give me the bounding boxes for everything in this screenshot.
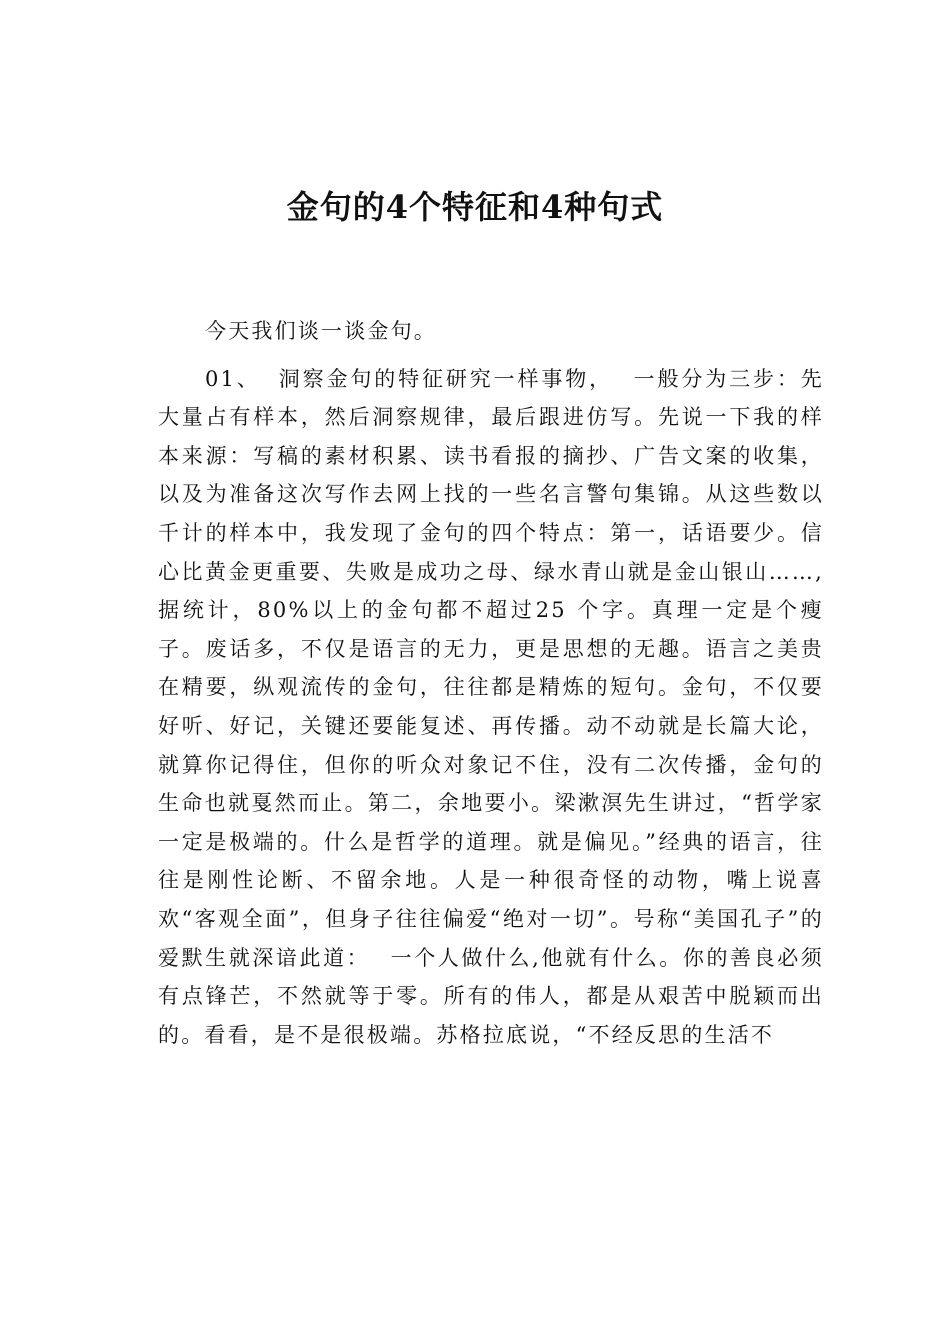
- document-title: 金句的4个特征和4种句式: [286, 188, 664, 226]
- paragraph-text-part1: 一般分为三步：先大量占有样本，然后洞察规律，最后跟进仿写。先说一下我的样本来源：写稿的素材积累、读书看报的摘抄、广告文案的收集，以及为准备这次写作去网上找的一些名言警句集锦。从这些数以千计的样本中，我发现了金句的四个特点：第一，话语要少。信心比黄金更重要、失败是成功之母、绿水青山就是金山银山……,据统计，80%以上的金句都不超过25 个字。真理一定是个瘦子。废话多，不仅是语言的无力，更是思想的无趣。语言之美贵在精要，纵观流传的金句，往往都是精炼的短句。金句，不仅要好听、好记，关键还要能复述、再传播。动不动就是长篇大论，就算你记得住，但你的听众对象记不住，没有二次传播，金句的生命也就戛然而止。第二，余地要小。梁漱溟先生讲过，“哲学家一定是极端的。什么是哲学的道理。就是偏见。”经典的语言，往往是刚性论断、不留余地。人是一种很奇怪的动物，嘴上说喜欢“客观全面”，但身子往往偏爱“绝对一切”。号称“美国孔子”的爱默生就深谙此道：: [158, 366, 824, 970]
- section-number: 01、: [205, 366, 261, 391]
- paragraph-text-part2: 一个人做什么,他就有什么。你的善良必须有点锋芒，不然就等于零。所有的伟人，都是从艰苦中脱颖而出的。看看，是不是很极端。苏格拉底说，“不经反思的生活不: [158, 945, 824, 1047]
- document-body: [158, 312, 824, 1054]
- section-heading: 洞察金句的特征研究一样事物，: [278, 366, 613, 391]
- section-paragraph: [158, 360, 824, 1055]
- intro-paragraph: 今天我们谈一谈金句。: [205, 319, 437, 343]
